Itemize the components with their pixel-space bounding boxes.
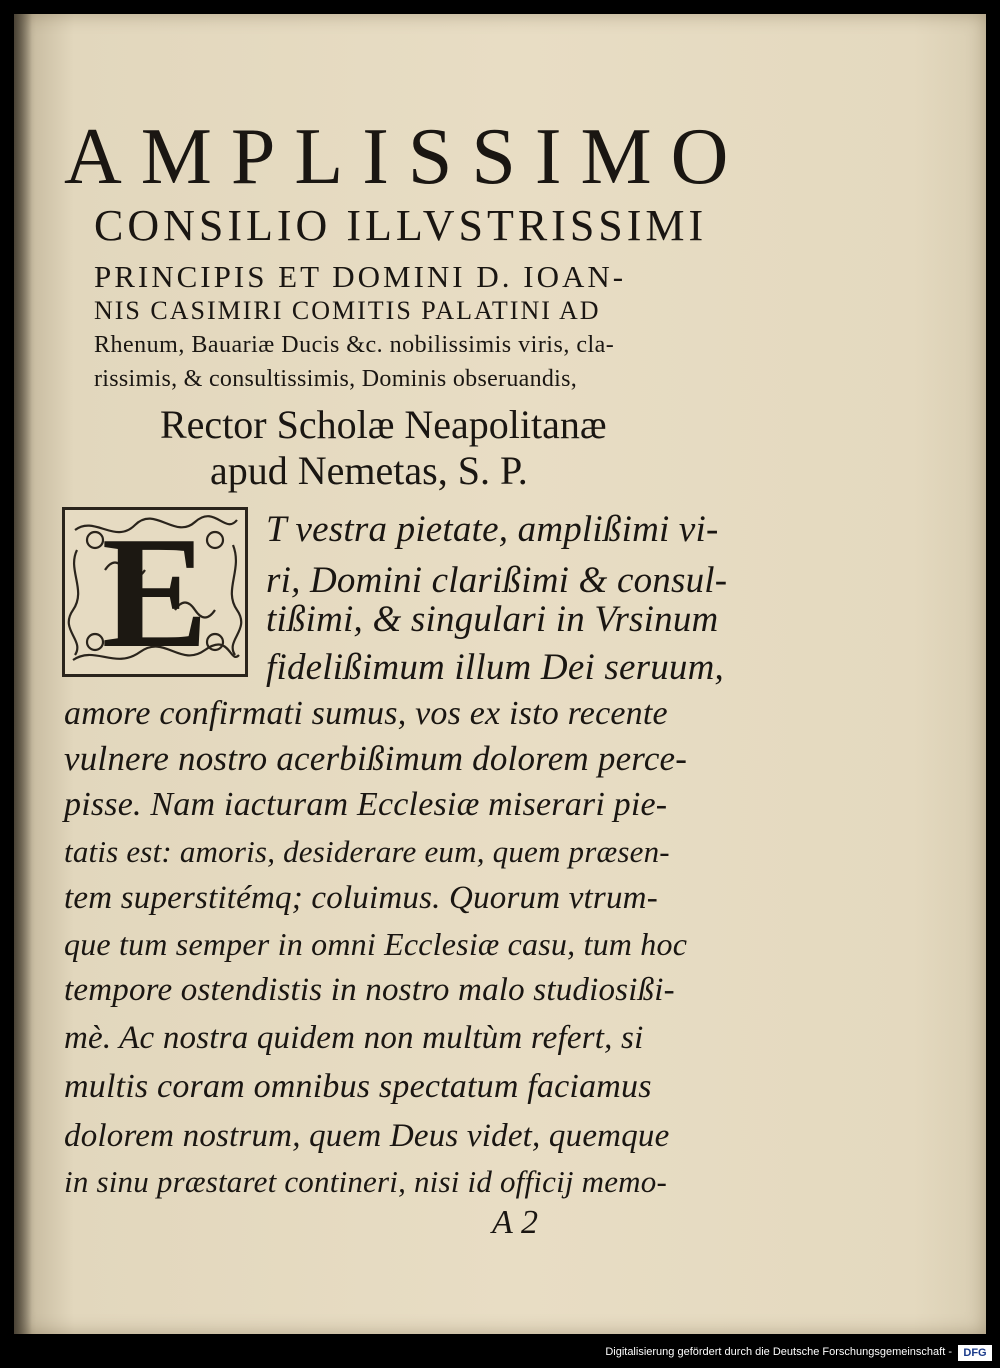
body-line-14: dolorem nostrum, quem Deus videt, quemque: [64, 1118, 670, 1154]
body-line-3: tißimi, & singulari in Vrsinum: [266, 599, 719, 640]
decorated-initial: [62, 507, 248, 677]
heading-line-7: Rector Scholæ Neapolitanæ: [160, 402, 607, 447]
body-line-1: T vestra pietate, amplißimi vi-: [266, 509, 719, 550]
signature-mark: A 2: [492, 1204, 539, 1241]
body-line-7: pisse. Nam iacturam Ecclesiæ miserari pie-: [64, 786, 668, 823]
body-line-13: multis coram omnibus spectatum faciamus: [64, 1068, 652, 1105]
body-line-2: ri, Domini clarißimi & consul-: [266, 560, 728, 601]
heading-line-1: AMPLISSIMO: [64, 113, 748, 201]
body-line-5: amore confirmati sumus, vos ex isto recente: [64, 695, 668, 732]
dfg-logo: DFG: [958, 1345, 992, 1361]
body-line-4: fidelißimum illum Dei seruum,: [266, 647, 724, 688]
body-line-15: in sinu præstaret contineri, nisi id officij memo-: [64, 1164, 667, 1199]
book-page: [14, 14, 986, 1334]
heading-line-4: NIS CASIMIRI COMITIS PALATINI AD: [94, 296, 601, 325]
heading-line-8: apud Nemetas, S. P.: [210, 448, 528, 493]
body-line-10: que tum semper in omni Ecclesiæ casu, tum hoc: [64, 926, 688, 962]
body-line-9: tem superstitémq; coluimus. Quorum vtrum-: [64, 880, 658, 916]
footer-credit: Digitalisierung gefördert durch die Deutsche Forschungsgemeinschaft -: [605, 1346, 952, 1358]
heading-line-6: rissimis, & consultissimis, Dominis obseruandis,: [94, 366, 578, 392]
body-line-6: vulnere nostro acerbißimum dolorem perce-: [64, 739, 688, 778]
body-line-12: mè. Ac nostra quidem non multùm refert, si: [64, 1020, 644, 1056]
page-text: [14, 14, 986, 1334]
footer-bar: [0, 1340, 1000, 1368]
heading-line-2: CONSILIO ILLVSTRISSIMI: [94, 201, 708, 250]
heading-line-3: PRINCIPIS ET DOMINI D. IOAN-: [94, 259, 627, 294]
body-line-11: tempore ostendistis in nostro malo studiosißi-: [64, 972, 675, 1008]
heading-line-5: Rhenum, Bauariæ Ducis &c. nobilissimis viris, cla-: [94, 332, 615, 358]
body-line-8: tatis est: amoris, desiderare eum, quem præsen-: [64, 834, 670, 869]
initial-letter: E: [101, 507, 209, 677]
